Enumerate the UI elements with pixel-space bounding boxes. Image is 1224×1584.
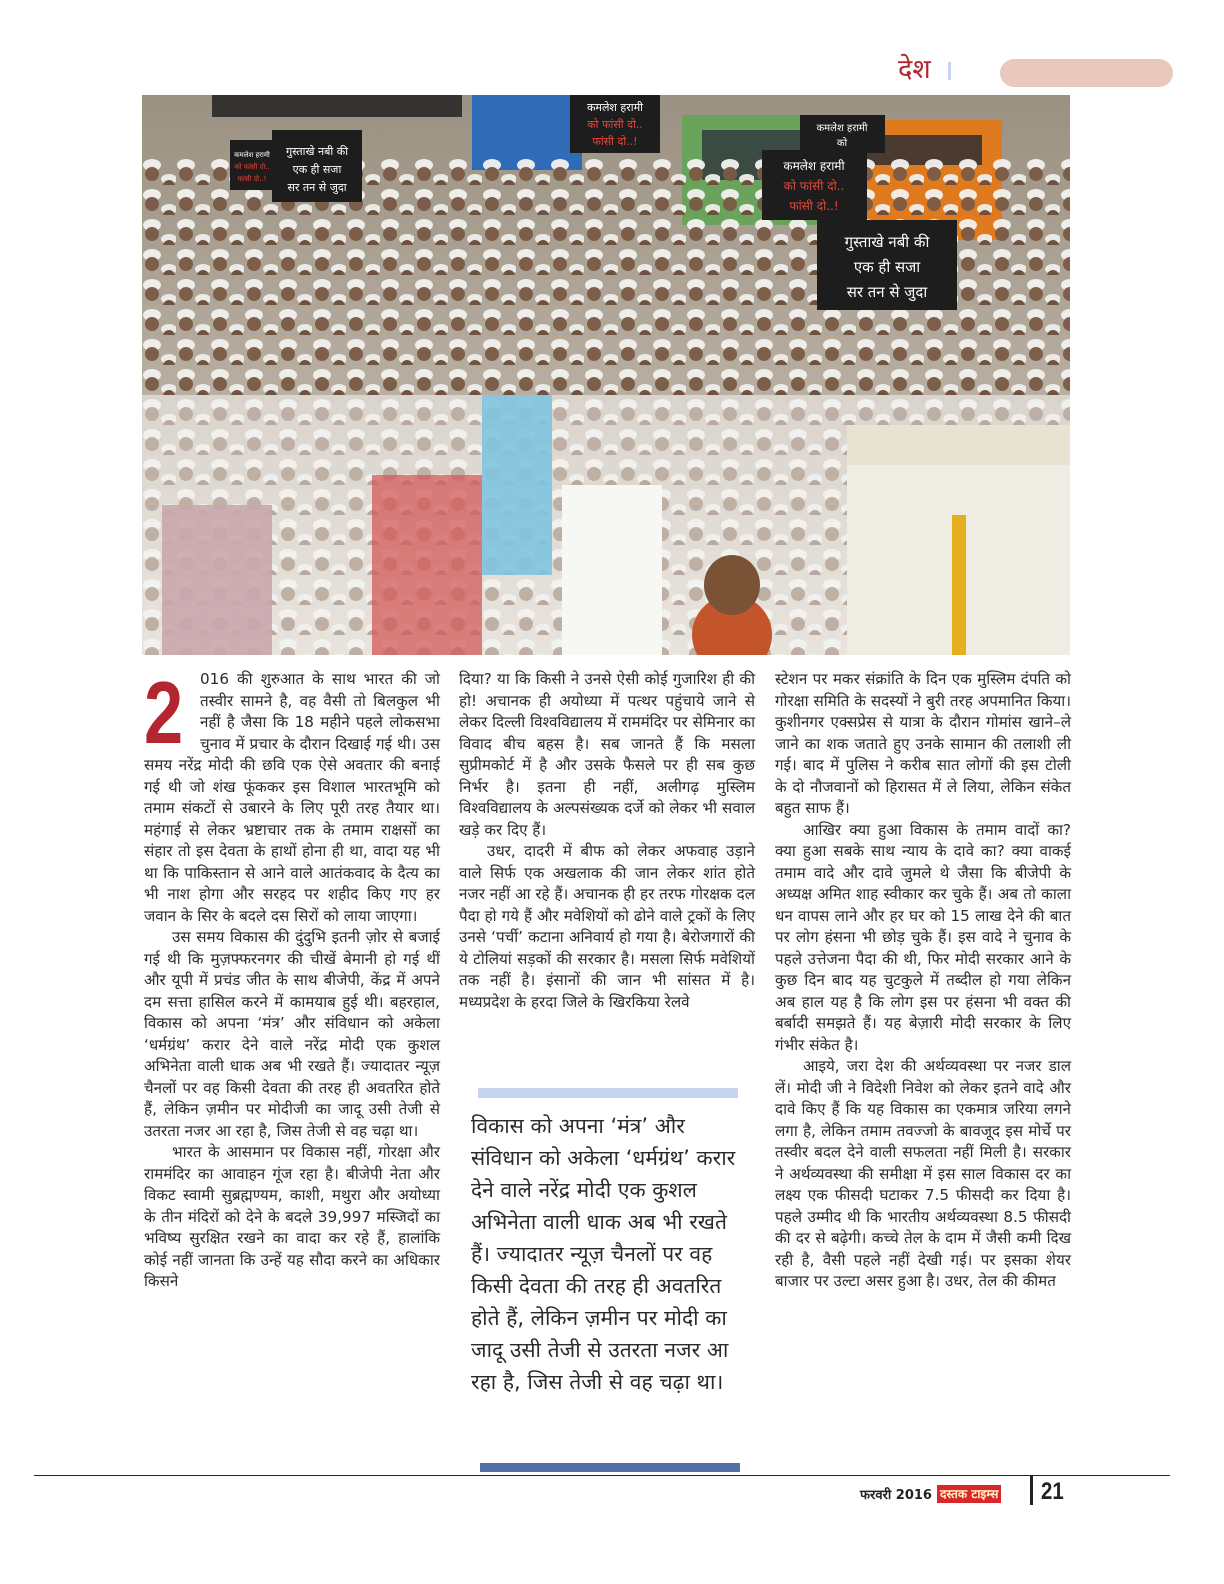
article-paragraph: उस समय विकास की दुंदुभि इतनी ज़ोर से बजाई गई थी कि मुज़फ्फरनगर की चीखें बेमानी हो गई थीं और यूपी में प्रचंड जीत के साथ बीजेपी, केंद्र में अपने दम सत्ता हासिल करने में कामयाब हुई थी। बहरहाल, विकास को अपना ‘मंत्र’ और संविधान को अकेला ‘धर्मग्रंथ’ करार देने वाले नरेंद्र मोदी एक कुशल अभिनेता वाली धाक अब भी रखते हैं। ज्यादातर न्यूज़ चैनलों पर वह किसी देवता की तरह ही अवतरित होते हैं, लेकिन ज़मीन पर मोदीजी का जादू उसी तेजी से उतरता नजर आ रहा है, जिस तेजी से वह चढ़ा था। [144,928,440,1140]
article-paragraph: स्टेशन पर मकर संक्रांति के दिन एक मुस्लिम दंपति को गोरक्षा समिति के सदस्यों ने बुरी तरह अपमानित किया। कुशीनगर एक्सप्रेस से यात्रा के दौरान गोमांस खाने–ले जाने का शक जताते हुए उनके सामान की तलाशी ली गई। बाद में पुलिस ने करीब सात लोगों की इस टोली के दो नौजवानों को हिरासत में ले लिया, लेकिन संकेत बहुत साफ हैं। [775,670,1071,817]
placard [230,140,275,190]
pullquote: विकास को अपना ‘मंत्र’ और संविधान को अकेला ‘धर्मग्रंथ’ करार देने वाले नरेंद्र मोदी एक कुशल अभिनेता वाली धाक अब भी रखते हैं। ज्यादातर न्यूज़ चैनलों पर वह किसी देवता की तरह ही अवतरित होते हैं, लेकिन ज़मीन पर मोदी का जादू उसी तेजी से उतरता नजर आ रहा है, जिस तेजी से वह चढ़ा था। [471,1114,736,1394]
red-scarf-man [372,475,482,655]
footer-date: फरवरी 2016 [860,1488,932,1503]
placard-text: सर तन से जुदा [287,181,347,194]
footer-divider [1030,1475,1033,1505]
article-paragraph: उधर, दादरी में बीफ को लेकर अफवाह उड़ाने वाले सिर्फ एक अखलाक की जान लेकर शांत होते नजर नहीं आ रहे हैं। अचानक ही हर तरफ गोरक्षक दल पैदा हो गये हैं और मवेशियों को ढोने वाले ट्रकों के लिए उनसे ‘पर्ची’ कटाना अनिवार्य हो गया है। बेरोजगारों की ये टोलियां सड़कों की सरकार है। मसला सिर्फ मवेशियों तक नहीं है। इंसानों की जान भी सांसत में है। मध्यप्रदेश के हरदा जिले के खिरकिया रेलवे [459,842,755,1011]
placard-text: फांसी दो..! [592,135,638,148]
placard-text: एक ही सजा [853,258,921,276]
placard [800,115,885,153]
article-paragraph: दिया? या कि किसी ने उनसे ऐसी कोई गुजारिश ही की हो! अचानक ही अयोध्या में पत्थर पहुंचाये जाने से लेकर दिल्ली विश्वविद्यालय में राममंदिर पर सेमिनार का विवाद बीच बहस है। सब जानते हैं कि मसला सुप्रीमकोर्ट में है और उसके फैसले पर ही सब कुछ निर्भर है। इतना ही नहीं, अलीगढ़ मुस्लिम विश्वविद्यालय के अल्पसंख्यक दर्जे को लेकर भी सवाल खड़े कर दिए हैं। [459,670,755,839]
article-paragraph: आखिर क्या हुआ विकास के तमाम वादों का? क्या हुआ सबके साथ न्याय के दावे का? क्या वाकई तमाम वादे और दावे जुमले थे जैसा कि बीजेपी के अध्यक्ष अमित शाह स्वीकार कर चुके हैं। अब तो काला धन वापस लाने और हर घर को 15 लाख देने की बात पर लोग हंसना भी छोड़ चुके हैं। इस वादे ने चुनाव के पहले उत्तेजना पैदा की थी, फिर मोदी सरकार आने के कुछ दिन बाद यह चुटकुले में तब्दील हो गया लेकिन अब हाल यह है कि लोग इस पर हंसना भी वक्त की बर्बादी समझते हैं। यह बेज़ारी मोदी सरकार के लिए गंभीर संकेत है। [775,820,1071,1054]
article-column-3 [775,669,1071,1293]
placard-text: को [836,138,848,149]
placard-text: को फांसी दो.. [234,163,270,171]
section-label: देश [898,54,931,85]
section-separator [948,62,951,80]
placard [272,130,362,202]
striped-shirt-man [162,505,272,655]
pullquote-bottom-bar [480,1463,740,1472]
paragraph-text: 016 की शुरुआत के साथ भारत की जो तस्वीर सामने है, वह वैसी तो बिलकुल भी नहीं है जैसा कि 18 महीने पहले लोकसभा चुनाव में प्रचार के दौरान दिखाई गई थी। उस समय नरेंद्र मोदी की छवि एक ऐसे अवतार की बनाई गई थी जो शंख फूंककर इस विशाल भारतभूमि को तमाम संकटों से उबारने के लिए पूरी तरह तैयार था। महंगाई से लेकर भ्रष्टाचार तक के तमाम राक्षसों का संहार तो इस देवता के हाथों होना ही था, वादा यह भी था कि पाकिस्तान से आने वाले आतंकवाद के दैत्य का भी नाश होगा और सरहद पर शहीद किए गए हर जवान के सिर के बदले दस सिरों को लाया जाएगा। [144,670,440,925]
pullquote-top-bar [478,1088,738,1098]
placard-text: फांसी दो..! [237,175,267,183]
blue-shirt-man [482,395,552,575]
article-paragraph: आइये, जरा देश की अर्थव्यवस्था पर नजर डाल लें। मोदी जी ने विदेशी निवेश को लेकर इतने वादे और दावे किए हैं कि यह विकास का एकमात्र जरिया लगने लगा है, लेकिन तमाम तवज्जो के बावजूद इस मोर्चे पर तस्वीर बदल देने वाली सफलता नहीं मिली है। सरकार ने अर्थव्यवस्था की समीक्षा में इस साल विकास दर का लक्ष्य एक फीसदी घटाकर 7.5 फीसदी कर दिया है। पहले उम्मीद थी कि भारतीय अर्थव्यवस्था 8.5 फीसदी की दर से बढ़ेगी। कच्चे तेल के दाम में जैसी कमी दिख रही है, वैसी पहले नहीं देखी गई। पर इसका शेयर बाजार पर उल्टा असर हुआ है। उधर, तेल की कीमत [775,1057,1071,1290]
article-column-1 [144,663,440,1293]
placard-text: फांसी दो..! [789,199,839,213]
placard-text: कमलेश हरामी [783,159,845,173]
article-column-2 [459,669,755,1013]
placard-text: कमलेश हरामी [816,123,868,134]
placard-text: सर तन से जुदा [846,283,928,301]
article-paragraph: भारत के आसमान पर विकास नहीं, गोरक्षा और राममंदिर का आवाहन गूंज रहा है। बीजेपी नेता और विकट स्वामी सुब्रह्मण्यम, काशी, मथुरा और अयोध्या के तीन मंदिरों को देने के बदले 39,997 मस्जिदों का भविष्य सुरक्षित रखने का वादा कर रहे हैं, हालांकि कोई नहीं जानता कि उन्हें यह सौदा करने का अधिकार किसने [144,1143,440,1290]
footer-rule [34,1475,1170,1476]
protest-crowd-photo [142,95,1070,655]
placard [817,220,957,310]
article-paragraph [144,663,440,927]
page-number: 21 [1041,1478,1064,1505]
placard [570,95,660,153]
placard-text: कमलेश हरामी [586,101,644,114]
placard [762,150,867,220]
footer-brand-logo: दस्तक टाइम्स [937,1485,1001,1503]
drop-cap: 2 [144,663,184,762]
placard-text: एक ही सजा [292,163,342,176]
placard-text: कमलेश हरामी [234,151,270,159]
background-placards [212,95,462,117]
photo-illustration [142,95,1070,655]
header-pill-decoration [1000,59,1173,87]
placard-text: गुस्ताखे नबी की [844,233,930,251]
white-kurta-man [562,485,662,655]
placard-text: को फांसी दो.. [783,179,845,193]
placard-text: गुस्ताखे नबी की [285,145,349,158]
placard-text: को फांसी दो.. [587,118,643,131]
